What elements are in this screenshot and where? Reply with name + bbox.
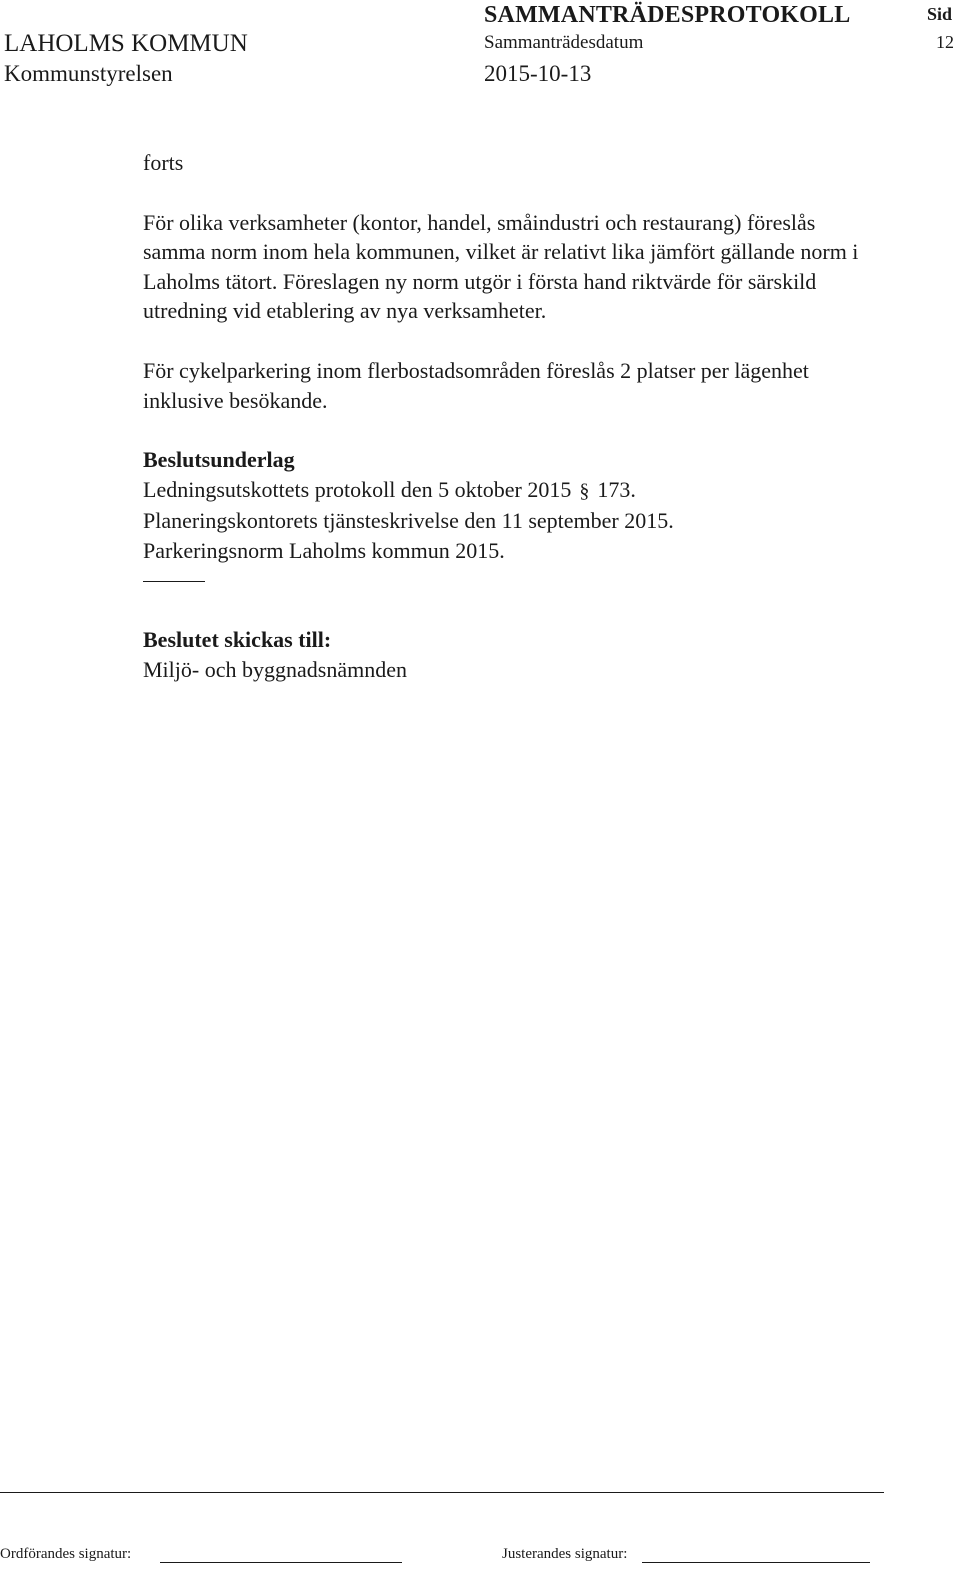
meeting-date-label: Sammanträdesdatum bbox=[484, 32, 644, 53]
paragraph-bicycle-parking: För cykelparkering inom flerbostadsområden föreslås 2 platser per lägenhet inklusive besökande. bbox=[143, 357, 809, 413]
adjuster-signature-label: Justerandes signatur: bbox=[502, 1546, 628, 1562]
section-divider bbox=[143, 566, 205, 596]
page-label: Sid bbox=[927, 4, 953, 24]
organization-unit: Kommunstyrelsen bbox=[4, 61, 173, 86]
document-body bbox=[143, 148, 863, 684]
basis-item bbox=[143, 475, 863, 507]
section-sign: § bbox=[579, 479, 590, 502]
footer-divider bbox=[0, 1492, 884, 1493]
recipients-heading: Beslutet skickas till: bbox=[143, 627, 332, 653]
section-number: 173. bbox=[597, 476, 636, 502]
document-type: SAMMANTRÄDESPROTOKOLL bbox=[484, 2, 851, 28]
adjuster-signature-line bbox=[642, 1562, 870, 1563]
chair-signature-line bbox=[160, 1562, 402, 1563]
basis-item-text: Ledningsutskottets protokoll den 5 oktober 2015 bbox=[143, 476, 572, 502]
chair-signature-label: Ordförandes signatur: bbox=[0, 1546, 132, 1562]
basis-heading: Beslutsunderlag bbox=[143, 447, 295, 473]
continued-marker: forts bbox=[143, 150, 184, 175]
page-number: 12 bbox=[936, 32, 954, 52]
meeting-date: 2015-10-13 bbox=[484, 61, 592, 86]
organization-name: LAHOLMS KOMMUN bbox=[4, 30, 248, 57]
paragraph-business-norms: För olika verksamheter (kontor, handel, småindustri och restaurang) föreslås samma norm inom hela kommunen, vilket är relativt lika jämfört gällande norm i Laholms tätort. Föreslagen ny norm utgör i första hand riktvärde för särskild utredning vid etablering av nya verksamheter. bbox=[143, 209, 859, 324]
recipient: Miljö- och byggnadsnämnden bbox=[143, 656, 407, 682]
basis-item: Planeringskontorets tjänsteskrivelse den 11 september 2015. bbox=[143, 508, 674, 534]
basis-item: Parkeringsnorm Laholms kommun 2015. bbox=[143, 537, 505, 563]
